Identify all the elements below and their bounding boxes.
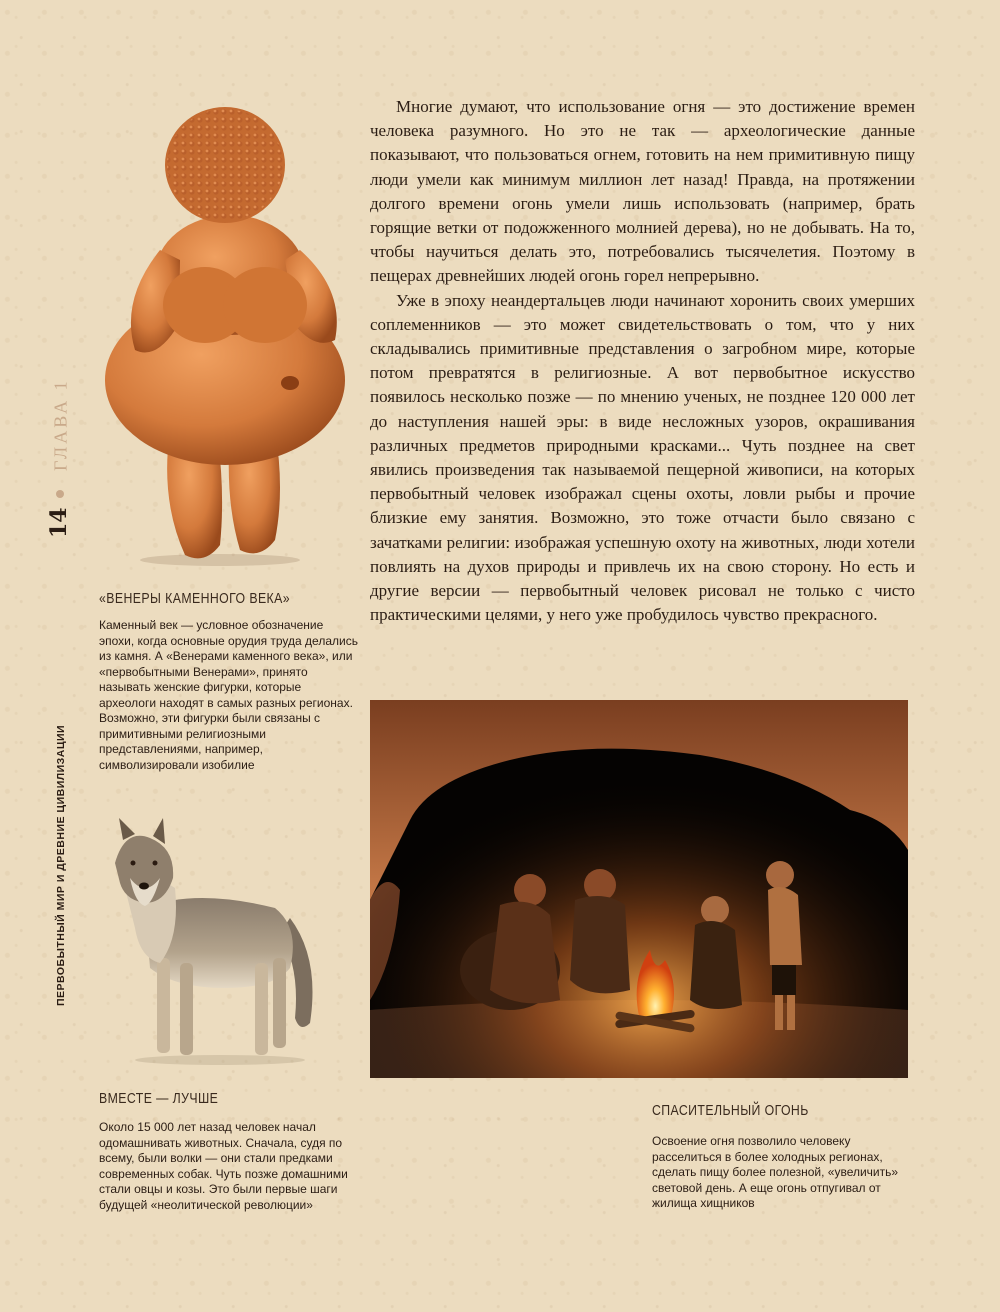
together-caption-body: Около 15 000 лет назад человек начал одомашнивать животных. Сначала, судя по всему, были волки — они стали предками современных собак. Чуть позже домашними стали овцы и козы. Это были первые шаги будущей «неолитической революции» xyxy=(99,1120,348,1212)
book-title-running-header: ПЕРВОБЫТНЫЙ МИР И ДРЕВНИЕ ЦИВИЛИЗАЦИИ xyxy=(55,724,67,1006)
fire-caption-title: СПАСИТЕЛЬНЫЙ ОГОНЬ xyxy=(652,1102,809,1119)
venus-caption-title: «ВЕНЕРЫ КАМЕННОГО ВЕКА» xyxy=(99,590,291,607)
together-caption-title: ВМЕСТЕ — ЛУЧШЕ xyxy=(99,1090,219,1107)
article-paragraph: Многие думают, что использование огня — это достижение времен человека разумного. Но это не так — археологические данные показывают, что пользоваться огнем, готовить на нем примитивную пищу люди умели как минимум миллион лет назад! Правда, на протяжении долгого времени огонь умели лишь использовать (например, брать горящие ветки от подожженного молнией дерева), но не добывать. На то, чтобы научиться делать это, потребовались тысячелетия. Поэтому в пещерах древнейших людей огонь горел непрерывно. xyxy=(370,97,915,286)
chapter-separator-dot xyxy=(56,490,64,498)
venus-figurine-image xyxy=(100,100,350,570)
fire-caption-body: Освоение огня позволило человеку расселиться в более холодных регионах, сделать пищу более полезной, «увеличить» световой день. А еще огонь отпугивал от жилища хищников xyxy=(652,1134,899,1210)
main-article-text xyxy=(370,95,915,627)
cave-fire-image xyxy=(370,700,908,1078)
venus-caption-body: Каменный век — условное обозначение эпохи, когда основные орудия труда делались из камня. А «Венерами каменного века», или «первобытными Венерами», принято называть женские фигурки, которые археологи находят в самых разных регионах. Возможно, эти фигурки были связаны с примитивными религиозными представлениями, например, символизировали изобилие xyxy=(99,618,358,772)
wolf-image xyxy=(105,818,325,1068)
article-paragraph: Уже в эпоху неандертальцев люди начинают хоронить своих умерших соплеменников — это может свидетельствовать о том, что у них складывались примитивные представления о загробном мире, которые потом превратятся в религиозные. А вот первобытное искусство появилось несколько позже — по мнению ученых, не позднее 120 000 лет до наступления нашей эры: в виде несложных узоров, окрашивания различных предметов природными красками... Чуть позднее на свет явились произведения так называемой пещерной живописи, на которых первобытный человек изображал сцены охоты, ловли рыбы и прочие близкие ему занятия. Возможно, это тоже отчасти было связано с зачатками религии: изображая успешную охоту на животных, люди хотели повлиять на духов природы и привлечь их на свою сторону. Но есть и другие версии — первобытный человек рисовал не только с чисто практическими целями, у него уже пробудилось чувство прекрасного. xyxy=(370,290,915,625)
page-number: 14 xyxy=(46,507,72,539)
chapter-label: ГЛАВА 1 xyxy=(50,378,71,472)
